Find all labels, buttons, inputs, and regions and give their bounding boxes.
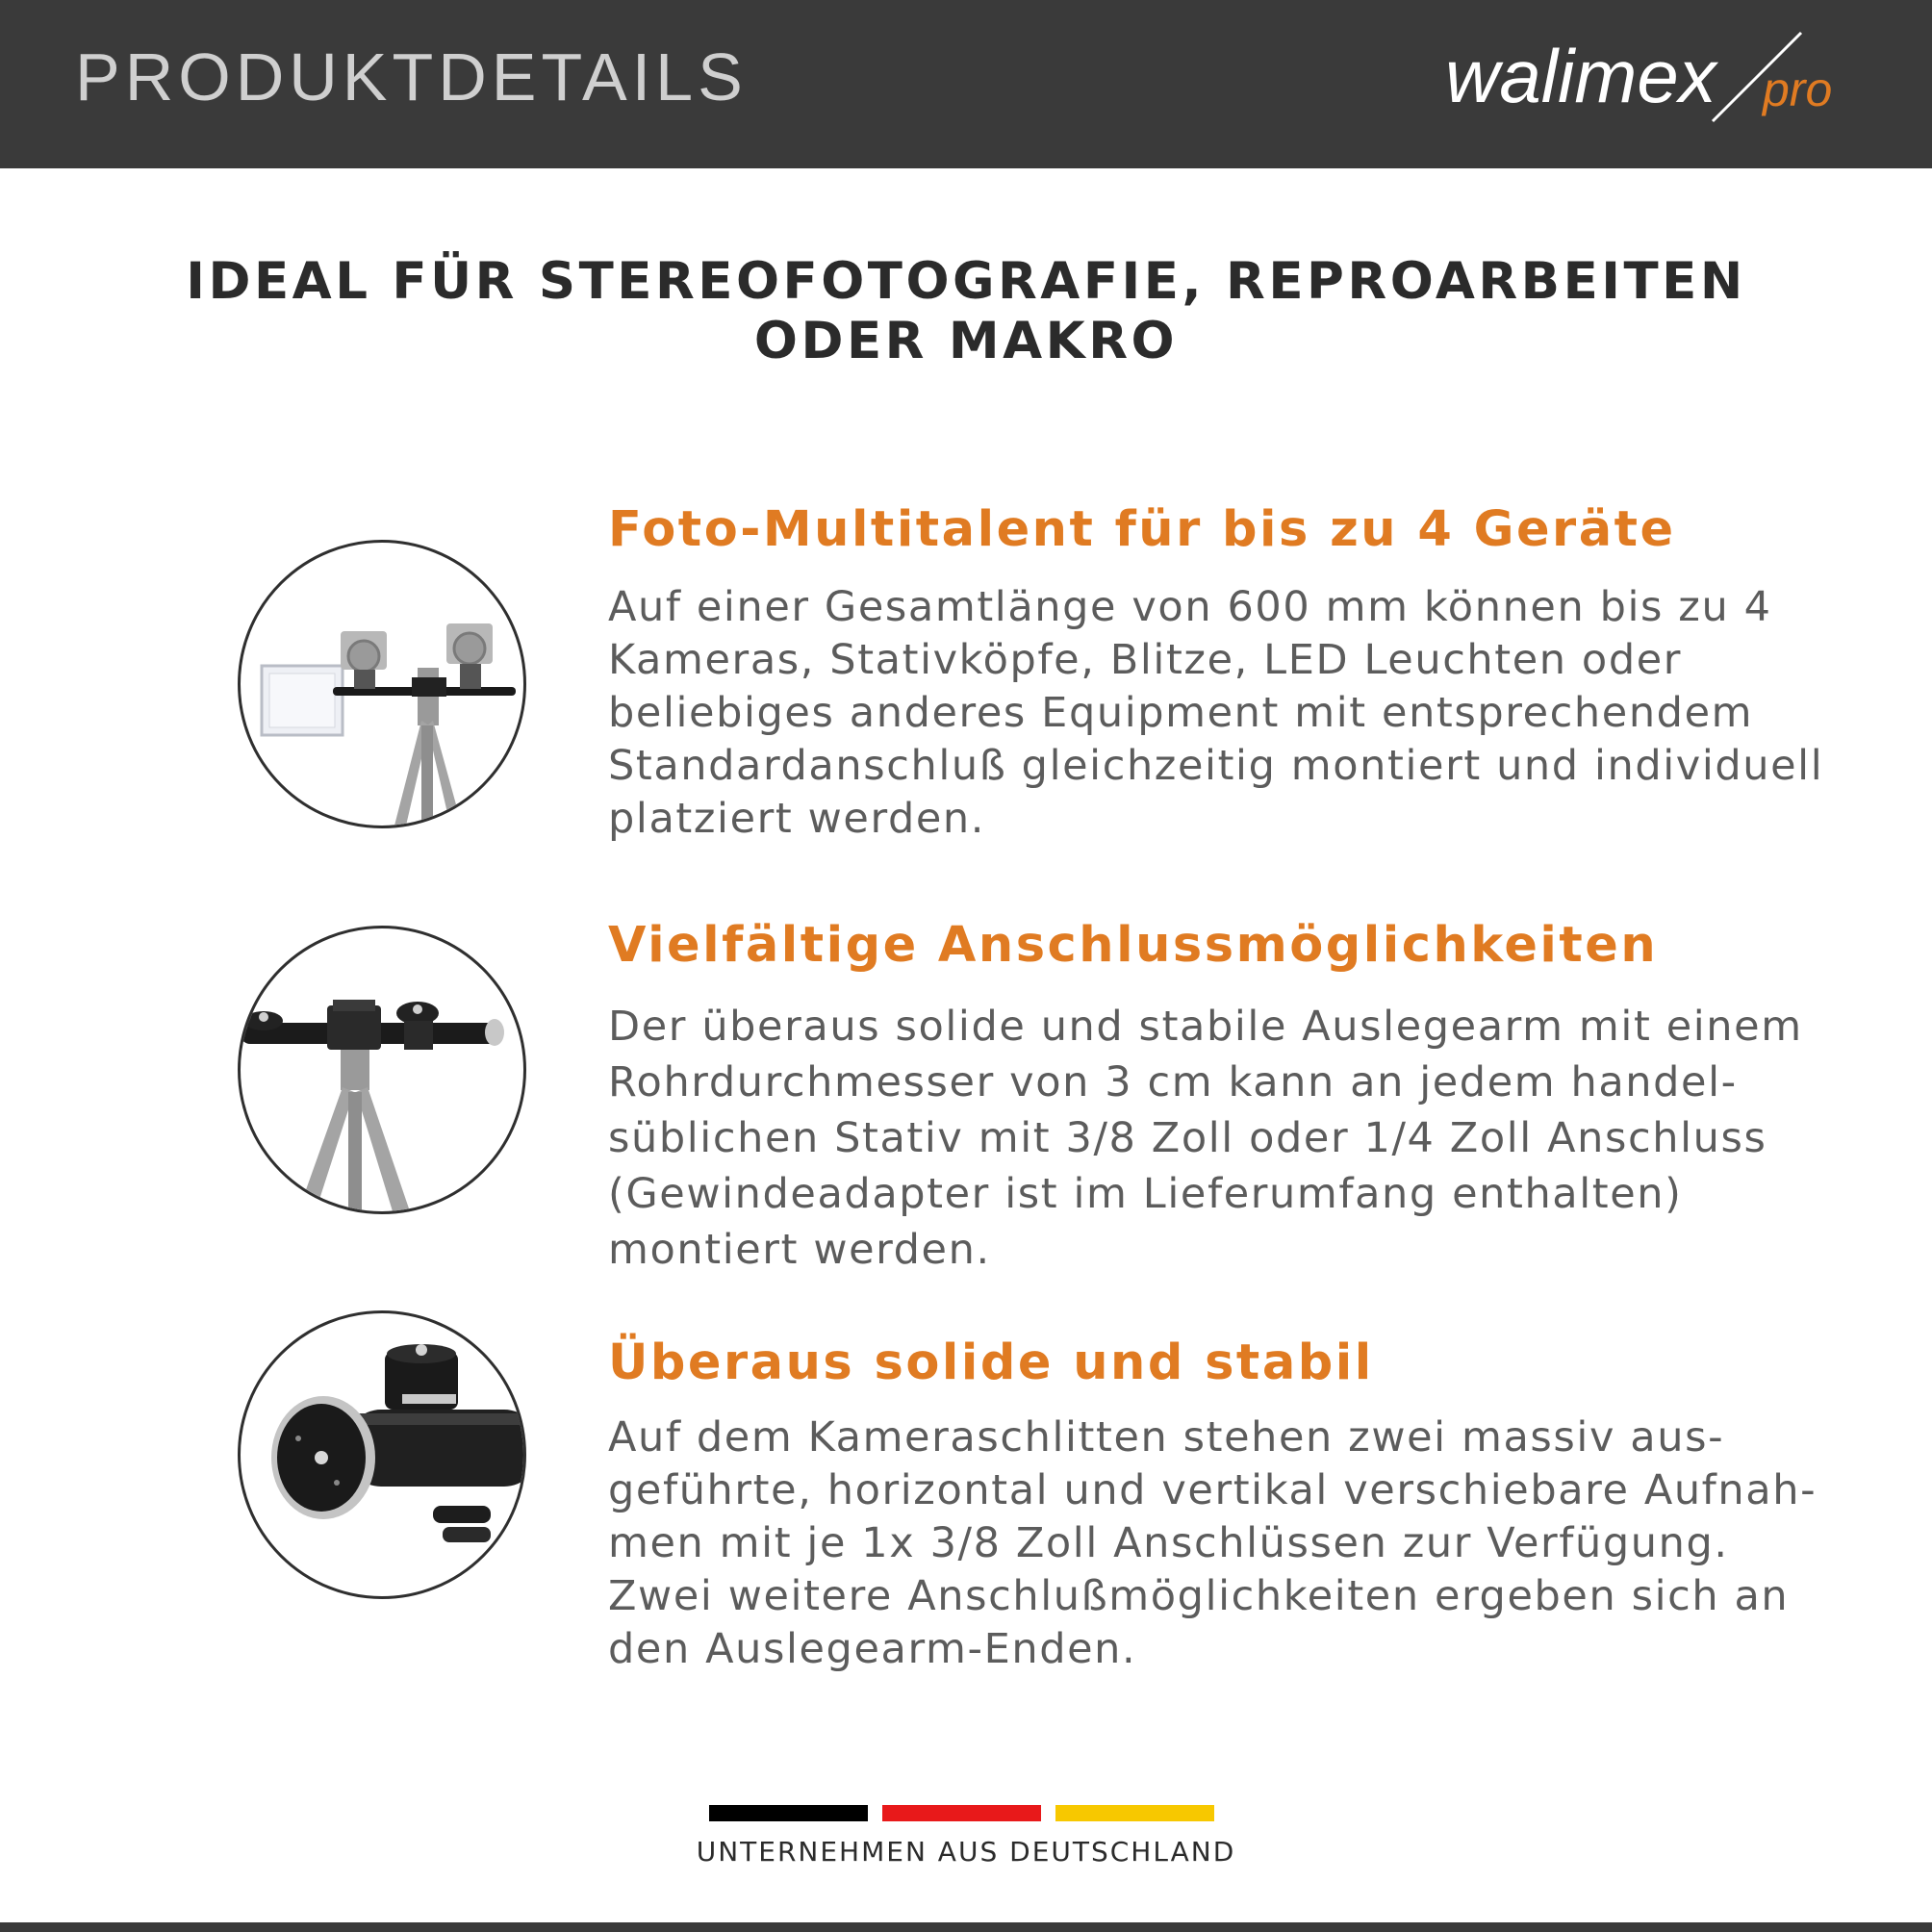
header-bar [0,0,1932,168]
feature-1-line: platziert werden. [608,795,986,843]
feature-3-line: Zwei weitere Anschlußmöglichkeiten ergeben sich an [608,1572,1790,1620]
feature-3-line: geführte, horizontal und vertikal verschiebare Aufnah- [608,1466,1818,1514]
feature-3-line: Auf dem Kameraschlitten stehen zwei massiv aus- [608,1413,1725,1462]
feature-3-description [608,1411,1888,1676]
multi-device-rail-icon [238,540,526,828]
feature-1-line: Kameras, Stativköpfe, Blitze, LED Leuchten oder [608,636,1683,684]
feature-3-title: Überaus solide und stabil [608,1335,1374,1391]
feature-2-line: süblichen Stativ mit 3/8 Zoll oder 1/4 Zoll Anschluss [608,1114,1767,1162]
feature-3-line: den Auslegearm-Enden. [608,1625,1137,1673]
walimex-pro-logo [1443,25,1867,131]
feature-2-line: Der überaus solide und stabile Auslegearm mit einem [608,1003,1803,1051]
flag-stripe-red [882,1805,1041,1821]
main-headline [0,252,1932,371]
rail-on-tripod-icon [238,926,526,1214]
logo-suffix: pro [1763,63,1833,116]
feature-1-line: Auf einer Gesamtlänge von 600 mm können bis zu 4 [608,583,1772,631]
headline-line-1: IDEAL FÜR STEREOFOTOGRAFIE, REPROARBEITEN [186,252,1746,311]
feature-2-line: (Gewindeadapter ist im Lieferumfang enthalten) [608,1170,1683,1218]
flag-stripe-gold [1055,1805,1214,1821]
company-origin-label: UNTERNEHMEN AUS DEUTSCHLAND [696,1836,1236,1868]
feature-2-title: Vielfältige Anschlussmöglichkeiten [608,917,1659,974]
flag-stripe-black [709,1805,868,1821]
feature-2-line: montiert werden. [608,1226,991,1274]
feature-1-line: beliebiges anderes Equipment mit entsprechendem [608,689,1754,737]
feature-1-title: Foto-Multitalent für bis zu 4 Geräte [608,501,1676,558]
feature-3-line: men mit je 1x 3/8 Zoll Anschlüssen zur Verfügung. [608,1519,1729,1567]
feature-1-description [608,581,1888,846]
feature-2-line: Rohrdurchmesser von 3 cm kann an jedem handel- [608,1058,1738,1106]
bottom-bar [0,1922,1932,1932]
camera-clamp-closeup-icon [238,1310,526,1599]
logo-wordmark: walimex [1445,34,1716,118]
headline-line-2: ODER MAKRO [753,312,1179,370]
feature-1-line: Standardanschluß gleichzeitig montiert und individuell [608,742,1824,790]
page-title: PRODUKTDETAILS [75,39,748,114]
feature-2-description [608,999,1888,1278]
